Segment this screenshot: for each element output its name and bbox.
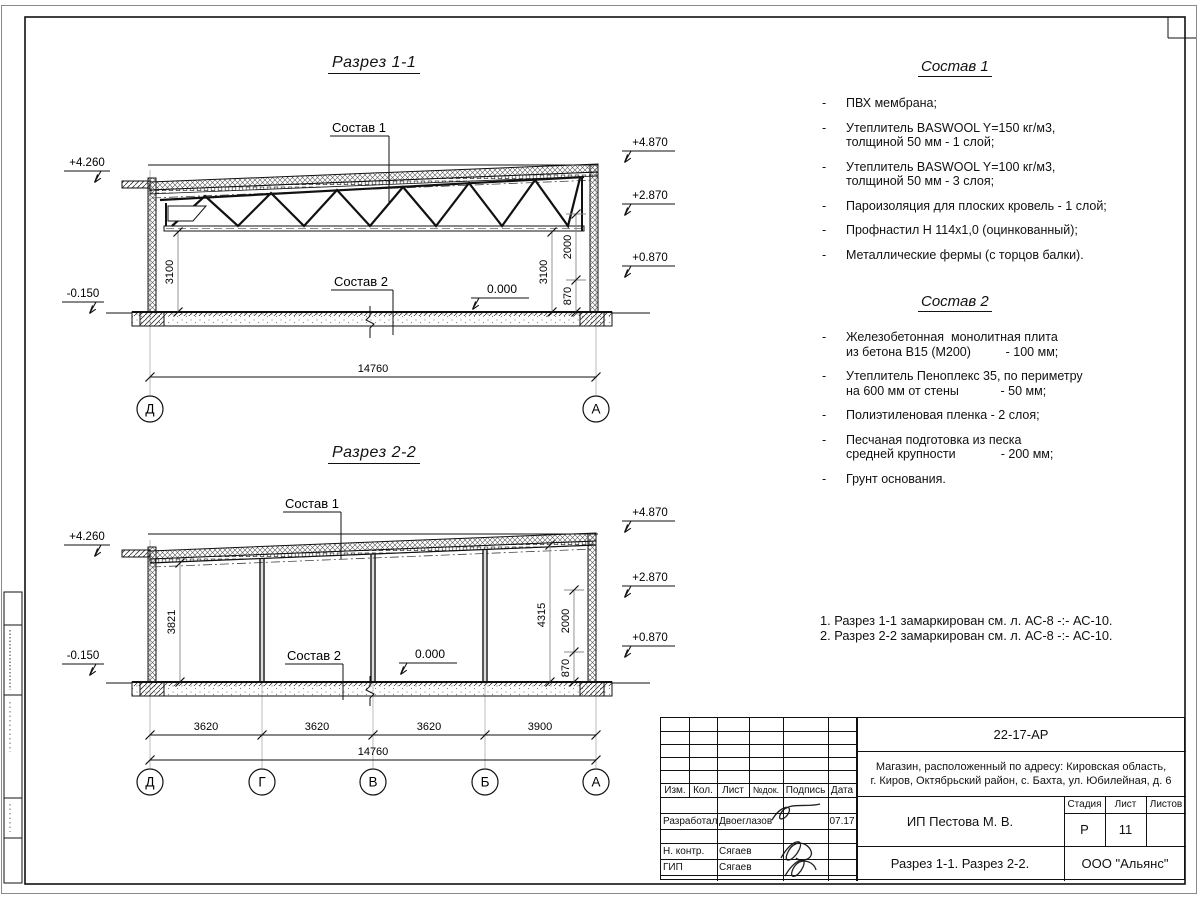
listov-value (1146, 813, 1186, 846)
col-ndok: №док. (752, 785, 780, 795)
dim-3100-right: 3100 (538, 259, 550, 285)
list-value: 11 (1118, 822, 1133, 837)
row-nkontr-name: Сягаев (719, 845, 752, 857)
elev-left-bottom: -0.150 (66, 650, 100, 662)
axis-bubble-g: Г (258, 774, 266, 790)
col-podpis: Подпись (785, 784, 826, 796)
section-2-2-title: Разрез 2-2 (328, 444, 420, 464)
list-item: - Профнастил Н 114х1,0 (оцинкованный); (822, 223, 1200, 238)
elev-right-low: +0.870 (632, 252, 668, 264)
list-item: - Железобетонная монолитная плита из бетона В15 (М200) - 100 мм; (822, 330, 1200, 359)
list-item: - Полиэтиленовая пленка - 2 слоя; (822, 408, 1200, 423)
section-2-2-drawing (62, 496, 675, 795)
level-zero: 0.000 (486, 282, 518, 296)
dim-2000: 2000 (562, 234, 574, 260)
axis-bubble-d: Д (145, 401, 155, 417)
list-item: - Утеплитель BASWOOL Y=150 кг/м3, толщиной 50 мм - 1 слой; (822, 121, 1200, 150)
elev-left-bottom: -0.150 (66, 288, 100, 300)
right-wall (590, 165, 598, 312)
dim-870: 870 (560, 658, 572, 678)
stadiya-label: Стадия (1067, 799, 1102, 810)
listov-label: Листов (1149, 799, 1183, 810)
note-2: 2. Разрез 2-2 замаркирован см. л. АС-8 -:- АС-10. (820, 628, 1113, 643)
row-gip-role: ГИП (663, 861, 683, 873)
floor-slab (106, 306, 650, 338)
client-name: ИП Пестова М. В. (906, 813, 1014, 829)
object-description: Магазин, расположенный по адресу: Кировская область, г. Киров, Октябрьский район, с. Бахта, ул. Юбилейная, д. 6 (870, 760, 1172, 787)
elev-left-top: +4.260 (69, 531, 105, 543)
row-razrabotal-name: Двоеглазов (719, 815, 773, 827)
axis-bubble-v: В (368, 774, 378, 790)
axis-bubble-a: А (591, 401, 601, 417)
roof-buildup (150, 164, 598, 198)
note-1: 1. Разрез 1-1 замаркирован см. л. АС-8 -:- АС-10. (820, 613, 1113, 628)
axis-bubbles (137, 396, 609, 422)
list-item: - Песчаная подготовка из песка средней крупности - 200 мм; (822, 433, 1200, 462)
dim-2000: 2000 (560, 608, 572, 634)
sostav2-list (822, 330, 1200, 496)
elev-right-top: +4.870 (632, 507, 668, 519)
label-sostav2: Состав 2 (287, 648, 341, 663)
dim-span-1: 3620 (193, 721, 219, 733)
elev-right-low: +0.870 (632, 632, 668, 644)
row-razrabotal-date: 07.17 (829, 815, 855, 827)
sostav1-list (822, 96, 1200, 272)
dim-span-4: 3900 (527, 721, 553, 733)
row-razrabotal-role: Разработал (663, 815, 718, 827)
row-nkontr-role: Н. контр. (663, 845, 705, 857)
col-data: Дата (830, 784, 854, 796)
list-item: - Утеплитель BASWOOL Y=100 кг/м3, толщиной 50 мм - 3 слоя; (822, 160, 1200, 189)
stadiya-value: Р (1080, 822, 1089, 837)
notes (820, 613, 1113, 643)
doc-number: 22-17-АР (993, 727, 1049, 742)
row-gip-name: Сягаев (719, 861, 752, 873)
floor-slab (106, 676, 650, 706)
company-name: ООО "Альянс" (1081, 856, 1169, 871)
dim-span-3: 3620 (416, 721, 442, 733)
corner-code-box (1168, 17, 1196, 38)
left-margin-stamp (4, 592, 22, 883)
sostav2-heading: Состав 2 (918, 293, 992, 312)
elev-right-mid: +2.870 (632, 190, 668, 202)
col-kol: Кол. (693, 784, 713, 796)
dim-total: 14760 (357, 746, 389, 758)
label-sostav2: Состав 2 (334, 274, 388, 289)
dim-870: 870 (562, 286, 574, 306)
list-label: Лист (1114, 799, 1137, 810)
axis-bubble-d: Д (145, 774, 155, 790)
total-dim (146, 363, 601, 382)
label-sostav1: Состав 1 (285, 496, 339, 511)
elev-right-top: +4.870 (632, 137, 668, 149)
list-item: - Пароизоляция для плоских кровель - 1 слой; (822, 199, 1200, 214)
axis-bubble-a: А (591, 774, 601, 790)
col-izm: Изм. (664, 784, 686, 796)
section-1-1-title: Разрез 1-1 (328, 54, 420, 74)
section-1-1-drawing (62, 120, 675, 422)
list-item: - Грунт основания. (822, 472, 1200, 487)
level-zero: 0.000 (414, 647, 446, 661)
axis-lines (150, 538, 596, 768)
axis-bubbles (137, 769, 609, 795)
elev-right-mid: +2.870 (632, 572, 668, 584)
dim-3100-left: 3100 (164, 259, 176, 285)
list-item: - Утеплитель Пеноплекс 35, по периметру на 600 мм от стены - 50 мм; (822, 369, 1200, 398)
list-item: - Металлические фермы (с торцов балки). (822, 248, 1200, 263)
sostav1-heading: Состав 1 (918, 58, 992, 77)
dim-4315: 4315 (536, 602, 548, 628)
title-block (660, 717, 1185, 880)
sheet-title: Разрез 1-1. Разрез 2-2. (890, 856, 1030, 871)
canopy (122, 181, 150, 188)
dim-total: 14760 (357, 363, 389, 375)
dim-span-2: 3620 (304, 721, 330, 733)
canopy (122, 550, 150, 557)
right-wall (588, 534, 596, 682)
elev-left-top: +4.260 (69, 157, 105, 169)
axis-bubble-b: Б (480, 774, 490, 790)
label-sostav1: Состав 1 (332, 120, 386, 135)
dim-3821: 3821 (166, 609, 178, 635)
col-list: Лист (722, 784, 744, 796)
list-item: - ПВХ мембрана; (822, 96, 1200, 111)
